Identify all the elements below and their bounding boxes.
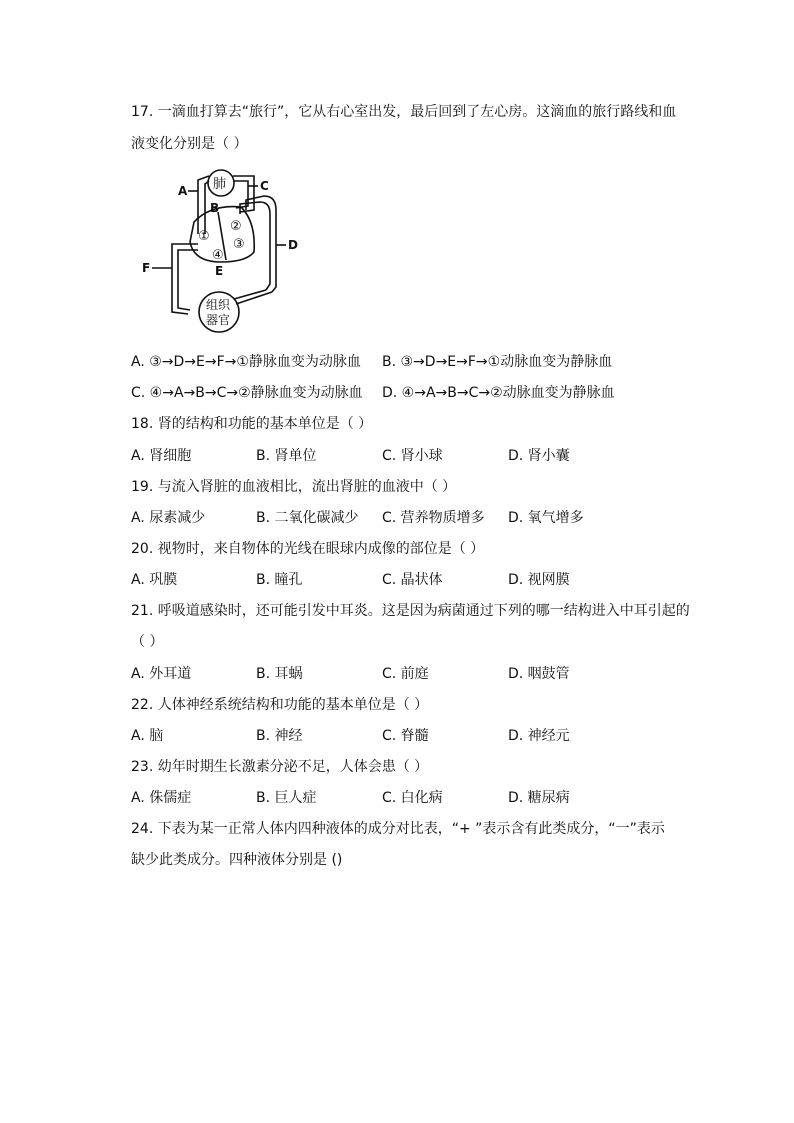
q23-option-a: A. 侏儒症 <box>131 790 192 806</box>
label-b: B <box>210 201 220 215</box>
chamber-1-label: ① <box>198 229 210 244</box>
q24-stem-line1: 24. 下表为某一正常人体内四种液体的成分对比表，“+ ”表示含有此类成分，“一”表示 <box>131 821 665 837</box>
q23-option-b: B. 巨人症 <box>256 790 317 806</box>
organ-label-line1: 组织 <box>206 298 231 312</box>
chamber-2-label: ② <box>230 219 242 234</box>
chamber-4-label: ④ <box>212 248 224 263</box>
vena-cava-vessel <box>172 244 198 314</box>
q17-option-c: C. ④→A→B→C→②静脉血变为动脉血 <box>131 385 363 401</box>
circulation-diagram <box>136 162 306 337</box>
q21-option-c: C. 前庭 <box>382 666 429 682</box>
chamber-3-label: ③ <box>233 237 245 252</box>
q21-option-b: B. 耳蜗 <box>256 666 303 682</box>
q19-option-a: A. 尿素减少 <box>131 510 206 526</box>
capillary-vessel <box>234 290 272 304</box>
q22-option-c: C. 脊髓 <box>382 728 429 744</box>
q21-stem-line1: 21. 呼吸道感染时，还可能引发中耳炎。这是因为病菌通过下列的哪一结构进入中耳引起的 <box>131 603 690 619</box>
q23-option-c: C. 白化病 <box>382 790 443 806</box>
q22-option-d: D. 神经元 <box>508 728 570 744</box>
q23-stem: 23. 幼年时期生长激素分泌不足，人体会患（ ） <box>131 759 429 775</box>
q17-stem-line1: 17. 一滴血打算去“旅行”，它从右心室出发，最后回到了左心房。这滴血的旅行路线和血 <box>131 104 677 120</box>
q17-option-d: D. ④→A→B→C→②动脉血变为静脉血 <box>382 385 615 401</box>
q20-option-a: A. 巩膜 <box>131 572 178 588</box>
q18-option-a: A. 肾细胞 <box>131 448 192 464</box>
label-c: C <box>260 179 269 193</box>
organ-label-line2: 器官 <box>206 313 231 327</box>
q20-stem: 20. 视物时，来自物体的光线在眼球内成像的部位是（ ） <box>131 541 485 557</box>
q19-option-c: C. 营养物质增多 <box>382 510 485 526</box>
q18-option-c: C. 肾小球 <box>382 448 443 464</box>
q17-option-b: B. ③→D→E→F→①动脉血变为静脉血 <box>382 354 613 370</box>
label-f: F <box>142 261 151 275</box>
q22-option-b: B. 神经 <box>256 728 303 744</box>
q18-option-d: D. 肾小囊 <box>508 448 570 464</box>
q19-stem: 19. 与流入肾脏的血液相比，流出肾脏的血液中（ ） <box>131 479 457 495</box>
label-d: D <box>288 238 298 252</box>
q18-stem: 18. 肾的结构和功能的基本单位是（ ） <box>131 416 373 432</box>
q20-option-b: B. 瞳孔 <box>256 572 303 588</box>
q19-option-b: B. 二氧化碳减少 <box>256 510 359 526</box>
label-a: A <box>178 184 188 198</box>
q20-option-c: C. 晶状体 <box>382 572 443 588</box>
q23-option-d: D. 糖尿病 <box>508 790 570 806</box>
q24-stem-line2: 缺少此类成分。四种液体分别是 () <box>131 852 343 868</box>
q22-option-a: A. 脑 <box>131 728 164 744</box>
label-e: E <box>215 264 224 278</box>
q21-option-d: D. 咽鼓管 <box>508 666 570 682</box>
q20-option-d: D. 视网膜 <box>508 572 570 588</box>
q19-option-d: D. 氧气增多 <box>508 510 584 526</box>
q21-option-a: A. 外耳道 <box>131 666 192 682</box>
q17-stem-line2: 液变化分别是（ ） <box>131 136 248 152</box>
q21-stem-line2: （ ） <box>131 634 164 650</box>
q18-option-b: B. 肾单位 <box>256 448 317 464</box>
lung-label: 肺 <box>213 177 227 192</box>
aorta-vessel <box>240 196 276 292</box>
q22-stem: 22. 人体神经系统结构和功能的基本单位是（ ） <box>131 697 429 713</box>
q17-option-a: A. ③→D→E→F→①静脉血变为动脉血 <box>131 354 361 370</box>
